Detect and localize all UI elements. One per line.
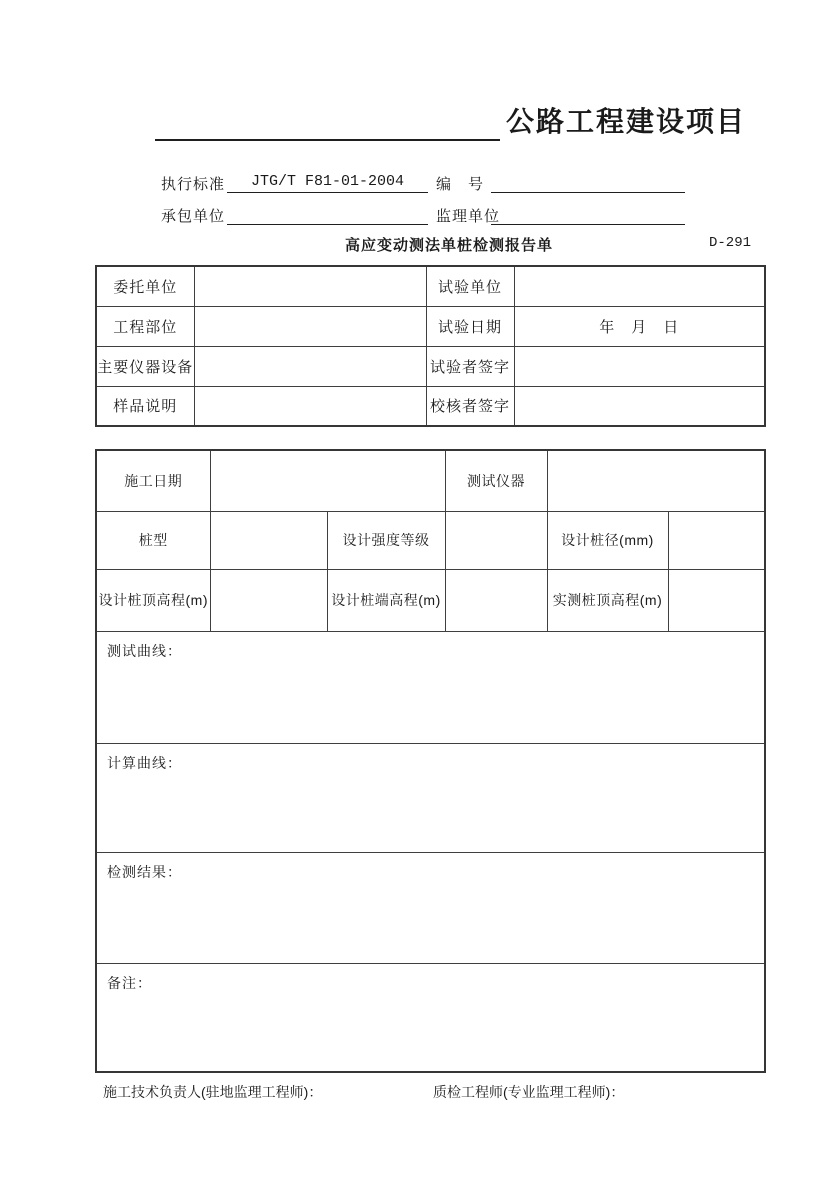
title-blank-underline[interactable] [155,105,500,141]
test-date-field[interactable]: 年 月 日 [514,306,765,346]
main-instruments-field[interactable] [194,346,426,386]
design-diameter-field[interactable] [668,511,765,569]
pile-type-field[interactable] [210,511,327,569]
test-unit-field[interactable] [514,266,765,306]
checker-sign-label: 校核者签字 [426,386,514,426]
table-row [96,266,765,306]
measured-top-elevation-field[interactable] [668,569,765,631]
table-row [96,306,765,346]
detail-table [95,449,766,1073]
form-code: D-291 [709,235,752,251]
design-strength-field[interactable] [445,511,547,569]
test-result-section[interactable]: 检测结果： [96,852,765,963]
exec-standard-field[interactable]: JTG/T F81-01-2004 [227,170,428,193]
serial-number-label: 编 号 [436,176,485,193]
design-tip-elevation-field[interactable] [445,569,547,631]
main-instruments-label: 主要仪器设备 [96,346,194,386]
test-date-label: 试验日期 [426,306,514,346]
design-strength-label: 设计强度等级 [327,511,445,569]
test-curve-section[interactable]: 测试曲线： [96,631,765,743]
test-unit-label: 试验单位 [426,266,514,306]
remarks-section[interactable]: 备注： [96,963,765,1072]
project-part-field[interactable] [194,306,426,346]
tester-sign-label: 试验者签字 [426,346,514,386]
title-block [155,103,746,141]
header-row-units [161,202,701,226]
supervisor-label: 监理单位 [436,208,501,225]
table-row [96,450,765,511]
form-subtitle: 高应变动测法单桩检测报告单 [345,237,554,254]
table-row [96,569,765,631]
info-table [95,265,766,427]
supervisor-field[interactable] [491,202,685,225]
pile-type-label: 桩型 [96,511,210,569]
table-row [96,743,765,852]
quality-engineer-sign-label: 质检工程师(专业监理工程师)： [433,1084,625,1100]
sample-desc-label: 样品说明 [96,386,194,426]
tester-sign-field[interactable] [514,346,765,386]
header-row-standard [161,170,701,194]
table-row [96,346,765,386]
client-unit-label: 委托单位 [96,266,194,306]
table-row [96,852,765,963]
design-diameter-label: 设计桩径(mm) [547,511,668,569]
table-row [96,631,765,743]
measured-top-elevation-label: 实测桩顶高程(m) [547,569,668,631]
design-top-elevation-field[interactable] [210,569,327,631]
test-instrument-field[interactable] [547,450,765,511]
serial-number-field[interactable] [491,170,685,193]
contractor-field[interactable] [227,202,428,225]
construction-date-label: 施工日期 [96,450,210,511]
test-instrument-label: 测试仪器 [445,450,547,511]
table-row [96,511,765,569]
client-unit-field[interactable] [194,266,426,306]
table-row [96,963,765,1072]
design-tip-elevation-label: 设计桩端高程(m) [327,569,445,631]
construction-date-field[interactable] [210,450,445,511]
contractor-label: 承包单位 [161,208,226,225]
project-part-label: 工程部位 [96,306,194,346]
calc-curve-section[interactable]: 计算曲线： [96,743,765,852]
exec-standard-label: 执行标准 [161,176,226,193]
page-title: 公路工程建设项目 [506,106,747,137]
table-row [96,386,765,426]
checker-sign-field[interactable] [514,386,765,426]
design-top-elevation-label: 设计桩顶高程(m) [96,569,210,631]
sample-desc-field[interactable] [194,386,426,426]
construction-tech-sign-label: 施工技术负责人(驻地监理工程师)： [103,1084,323,1100]
